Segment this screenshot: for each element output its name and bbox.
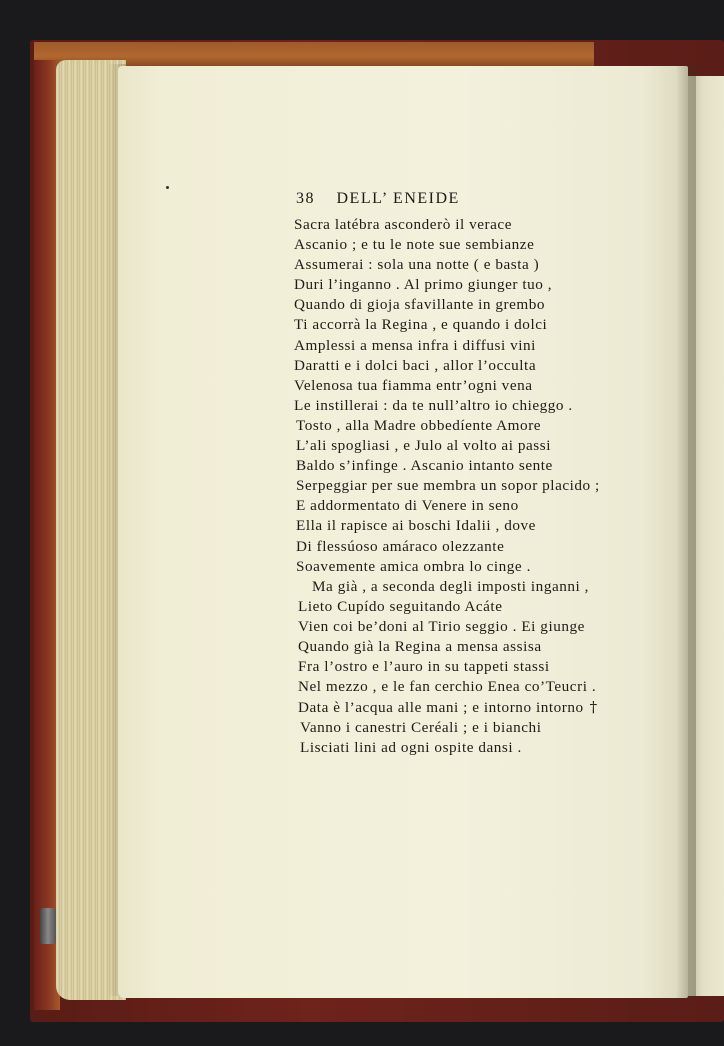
paper-speck <box>166 186 169 189</box>
verse-line: Quando di gioja sfavillante in grembo <box>294 296 546 314</box>
verse-line: Fra l’ostro e l’auro in su tappeti stassi <box>298 658 550 676</box>
binding-clip <box>40 908 56 944</box>
verse-line: Baldo s’infinge . Ascanio intanto sente <box>296 457 553 475</box>
verse-line: Le instillerai : da te null’altro io chieggo . <box>294 396 573 414</box>
verse-text: Data è l’acqua alle mani ; e intorno intorno <box>298 699 584 717</box>
verse-line: Di flessúoso amáraco olezzante <box>296 537 505 555</box>
verse-line: Soavemente amica ombra lo cinge . <box>296 557 531 575</box>
verse-line: Assumerai : sola una notte ( e basta ) <box>294 256 540 274</box>
page-gutter <box>676 66 696 998</box>
verse-line: Ti accorrà la Regina , e quando i dolci <box>294 316 548 334</box>
page-number: 38 <box>296 190 315 207</box>
verse-line: Ascanio ; e tu le note sue sembianze <box>294 236 535 254</box>
verse-line: Quando già la Regina a mensa assisa <box>298 637 542 655</box>
verse-line: Ma già , a seconda degli imposti inganni , <box>312 577 590 595</box>
verse-line: Sacra latébra asconderò il verace <box>294 216 512 233</box>
verse-line <box>294 697 624 718</box>
verse-line: Lisciati lini ad ogni ospite dansi . <box>300 739 522 757</box>
running-title: DELL’ ENEIDE <box>336 190 460 207</box>
verse-line: Vien coi be’doni al Tirio seggio . Ei giunge <box>298 617 585 635</box>
running-header <box>296 190 516 208</box>
verse-line: L’ali spogliasi , e Julo al volto ai passi <box>296 437 551 455</box>
verse-line: Duri l’inganno . Al primo giunger tuo , <box>294 276 553 294</box>
verse-line: Velenosa tua fiamma entr’ogni vena <box>294 376 533 394</box>
verse-line: E addormentato di Venere in seno <box>296 497 519 515</box>
verse-line: Daratti e i dolci baci , allor l’occulta <box>294 356 537 374</box>
verse-line: Ella il rapisce ai boschi Idalii , dove <box>296 517 536 535</box>
poem-text <box>294 215 624 759</box>
verse-line: Vanno i canestri Ceréali ; e i bianchi <box>300 719 542 737</box>
verse-line: Lieto Cupído seguitando Acáte <box>298 597 503 615</box>
verse-line: Amplessi a mensa infra i diffusi vini <box>294 336 536 354</box>
verse-line: Tosto , alla Madre obbedíente Amore <box>296 416 542 434</box>
verse-line: Nel mezzo , e le fan cerchio Enea co’Teucri . <box>298 678 597 696</box>
verse-line: Serpeggiar per sue membra un sopor placido ; <box>296 477 600 495</box>
catchword-mark: † <box>589 698 598 717</box>
